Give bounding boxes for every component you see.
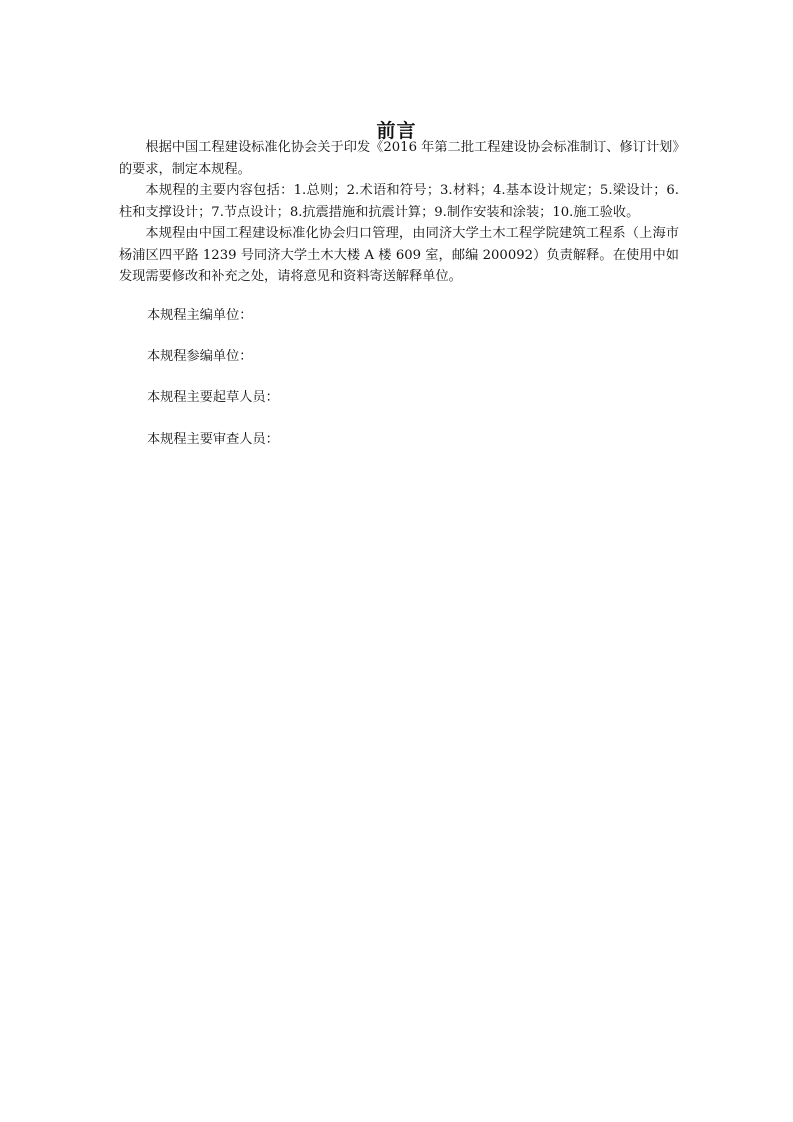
paragraph-plan-basis: 根据中国工程建设标准化协会关于印发《2016 年第二批工程建设协会标准制订、修订计划》的要求，制定本规程。 bbox=[119, 140, 679, 177]
preface-body bbox=[119, 137, 679, 288]
main-reviewers-label: 本规程主要审查人员： bbox=[147, 432, 279, 447]
page-title: 前言 bbox=[376, 119, 417, 142]
main-drafters-label: 本规程主要起草人员： bbox=[147, 390, 279, 405]
paragraph-main-contents: 本规程的主要内容包括：1.总则；2.术语和符号；3.材料；4.基本设计规定；5.梁设计；6.柱和支撑设计；7.节点设计；8.抗震措施和抗震计算；9.制作安装和涂装；10.施工验收。 bbox=[119, 183, 679, 220]
participating-unit-label: 本规程参编单位： bbox=[147, 349, 253, 364]
paragraph-management-contact: 本规程由中国工程建设标准化协会归口管理，由同济大学土木工程学院建筑工程系（上海市杨浦区四平路 1239 号同济大学土木大楼 A 楼 609 室，邮编 200092）负责解释。在使用中如发现需要修改和补充之处，请将意见和资料寄送解释单位。 bbox=[119, 226, 679, 284]
chief-editor-unit-label: 本规程主编单位： bbox=[147, 308, 253, 323]
